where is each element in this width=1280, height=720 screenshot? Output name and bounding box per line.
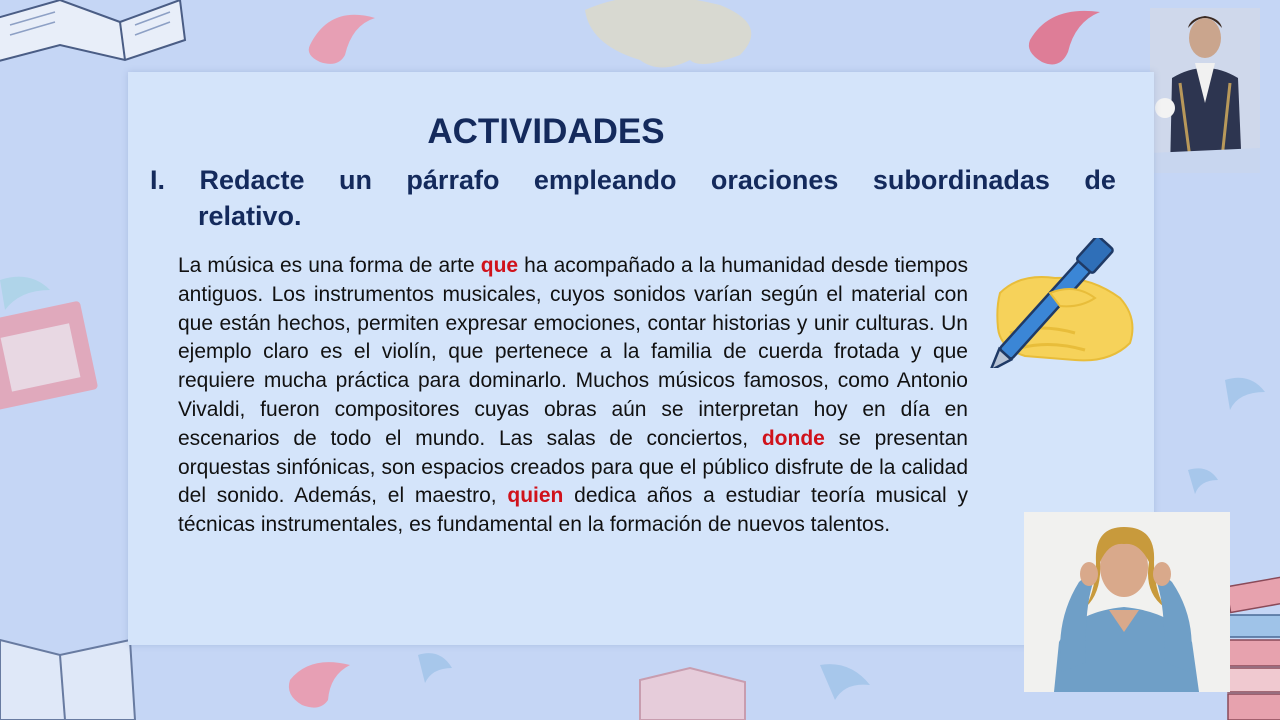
paragraph-text: dedica años a estudiar teoría musical y técnicas instrumentales, es fundamental en la formación de nuevos talentos.	[178, 484, 968, 537]
open-book-icon	[0, 0, 185, 62]
heading-word: de	[1084, 165, 1116, 195]
heading-word: párrafo	[406, 165, 500, 195]
stacked-books-left-icon	[0, 277, 98, 411]
heading-word: empleando	[533, 165, 677, 195]
slide-title: ACTIVIDADES	[427, 112, 665, 151]
hand-holding-pen-icon	[980, 238, 1140, 368]
interpreter-figure	[1024, 512, 1230, 692]
relative-pronoun-que: que	[480, 254, 519, 277]
paragraph-text: se presentan orquestas sinfónicas, son espacios creados para que el público disfrute de la calidad del sonido. Además, el maestro,	[178, 426, 968, 508]
example-paragraph	[178, 252, 968, 540]
heading-numeral: I.	[150, 165, 166, 195]
stacked-books-right-icon	[1226, 576, 1280, 720]
relative-pronoun-quien: quien	[507, 484, 564, 508]
historical-portrait-icon	[1150, 8, 1260, 173]
open-book-bottom-icon	[0, 640, 135, 720]
paragraph-text: ha acompañado a la humanidad desde tiempos antiguos. Los instrumentos musicales, cuyos sonidos varían según el material con que están hechos, permiten expresar emociones, contar historias y unir culturas. Un ejemplo claro es el violín, que pertenece a la familia de cuerda frotada y que requiere mucha práctica para dominarlo. Muchos músicos famosos, como Antonio Vivaldi, fueron compositores cuyas obras aún se interpretan hoy en día en escenarios de todo el mundo. Las salas de conciertos,	[178, 254, 968, 450]
activity-heading	[150, 163, 1116, 198]
interpreter-video[interactable]	[1024, 512, 1230, 692]
paragraph-text: La música es una forma de arte	[178, 254, 481, 277]
heading-word: Redacte	[199, 165, 305, 195]
heading-word: un	[338, 165, 372, 195]
heading-word: subordinadas	[872, 165, 1050, 195]
heading-word: oraciones	[710, 165, 839, 195]
relative-pronoun-donde: donde	[761, 426, 825, 450]
activity-heading-continuation: relativo.	[198, 201, 302, 231]
